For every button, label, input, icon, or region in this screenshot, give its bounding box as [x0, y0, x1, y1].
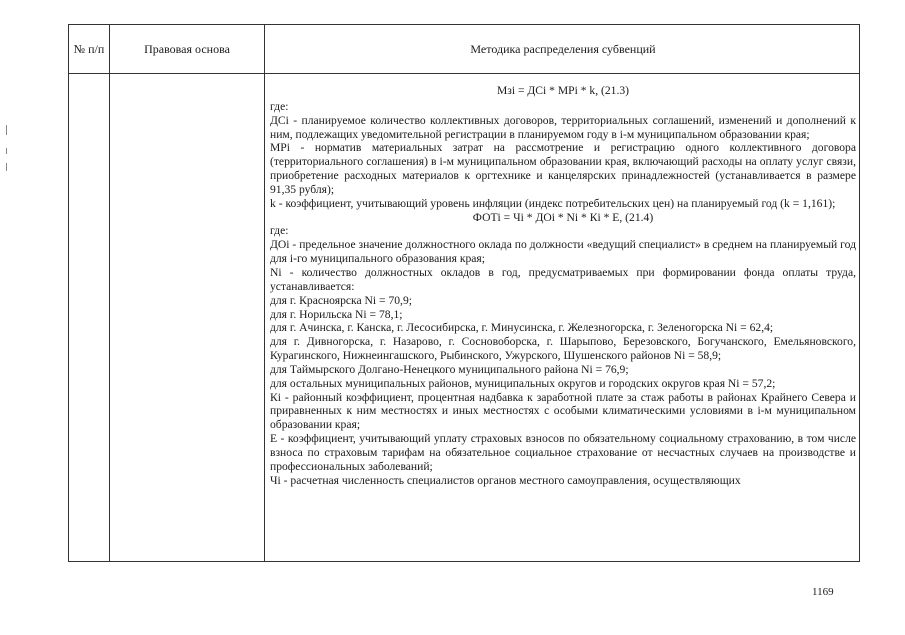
- text-line: ДОi - предельное значение должностного оклада по должности «ведущий специалист» в среднем на планируемый год для i-го муниципального образования края;: [270, 238, 856, 266]
- methodology-content: [270, 84, 856, 487]
- text-line: ДСi - планируемое количество коллективных договоров, территориальных соглашений, изменений и дополнений к ним, подлежащих уведомительной регистрации в планируемом году в i-м муниципальном образовании края;: [270, 113, 856, 141]
- header-methodology: Методика распределения субвенций: [470, 42, 656, 56]
- text-line: для г. Норильска Ni = 78,1;: [270, 307, 403, 321]
- formula-21-4: ФОТi = Чi * ДОi * Ni * Кi * Е, (21.4): [472, 210, 654, 224]
- text-line: для Таймырского Долгано-Ненецкого муниципального района Ni = 76,9;: [270, 362, 629, 376]
- subsidy-table: [68, 24, 860, 562]
- text-line: для г. Ачинска, г. Канска, г. Лесосибирска, г. Минусинска, г. Железногорска, г. Зеленогорска Ni = 62,4;: [270, 321, 774, 335]
- text-line: где:: [270, 99, 289, 113]
- text-line: для г. Дивногорска, г. Назарово, г. Сосновоборска, г. Шарыпово, Березовского, Богучанского, Емельяновского, Курагинского, Нижнеингашского, Рыбинского, Ужурского, Шушенского районов Ni = 58,9;: [270, 335, 856, 363]
- text-line: Кi - районный коэффициент, процентная надбавка к заработной плате за стаж работы в районах Крайнего Севера и приравненных к ним местностях и иных местностях с особыми климатическими условиями в i-м муниципальном образовании края;: [270, 390, 856, 432]
- text-line: Ni - количество должностных окладов в год, предусматриваемых при формировании фонда оплаты труда, устанавливается:: [270, 265, 856, 293]
- header-divider: [69, 73, 859, 74]
- text-line: где:: [270, 224, 289, 238]
- text-line: Чi - расчетная численность специалистов органов местного самоуправления, осуществляющих: [270, 473, 741, 487]
- column-divider: [109, 25, 110, 561]
- column-divider: [264, 25, 265, 561]
- page-number: 1169: [812, 586, 834, 598]
- text-line: для г. Красноярска Ni = 70,9;: [270, 293, 412, 307]
- text-line: для остальных муниципальных районов, муниципальных округов и городских округов края Ni = 57,2;: [270, 376, 776, 390]
- text-line: k - коэффициент, учитывающий уровень инфляции (индекс потребительских цен) на планируемый год (k = 1,161);: [270, 196, 836, 210]
- text-line: МРi - норматив материальных затрат на рассмотрение и регистрацию одного коллективного договора (территориального соглашения) в i-м муниципальном образовании края, включающий расходы на оплату услуг связи, приобретение расходных материалов к оргтехнике и канцелярских принадлежностей (устанавливается в размере 91,35 рубля);: [270, 141, 856, 196]
- formula-21-3: Мзi = ДСi * МРi * k, (21.3): [496, 84, 630, 97]
- header-number: № п/п: [73, 42, 105, 56]
- scan-mark: [6, 163, 7, 171]
- scan-mark: [6, 148, 7, 154]
- header-legal-basis: Правовая основа: [144, 42, 230, 56]
- scan-mark: [6, 125, 7, 135]
- text-line: Е - коэффициент, учитывающий уплату страховых взносов по обязательному социальному страхованию, в том числе взноса по страховым тарифам на обязательное социальное страхование от несчастных случаев на производстве и профессиональных заболеваний;: [270, 432, 856, 473]
